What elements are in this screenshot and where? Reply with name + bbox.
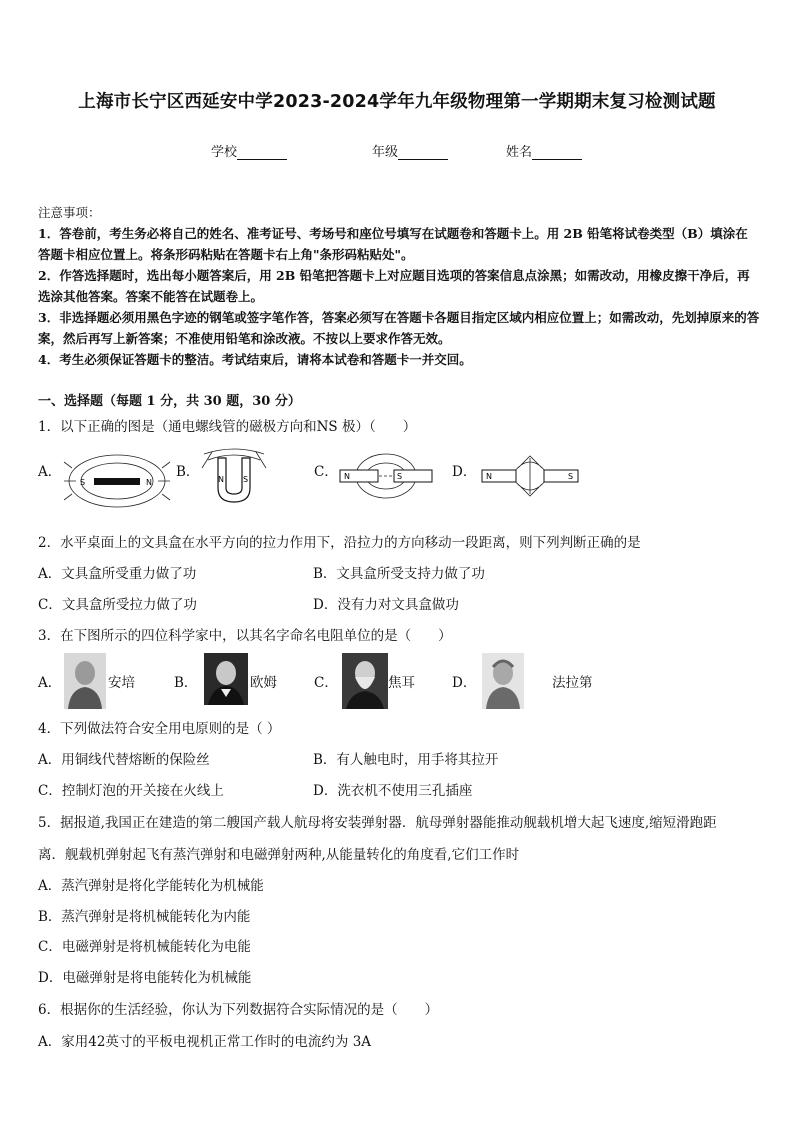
pole-label-n: N — [146, 478, 152, 487]
q5-option-c: C．电磁弹射是将机械能转化为电能 — [38, 939, 251, 955]
school-label: 学校 — [211, 145, 238, 160]
name-field — [506, 141, 582, 160]
q3-name-c: 焦耳 — [388, 675, 415, 691]
grade-label: 年级 — [372, 145, 399, 160]
q3-name-b: 欧姆 — [250, 675, 277, 691]
note-item: 2．作答选择题时，选出每小题答案后，用 2B 铅笔把答题卡上对应题目选项的答案信息点涂黑；如需改动，用橡皮擦干净后，再选涂其他答案。答案不能答在试题卷上。 — [38, 268, 750, 304]
q4-option-b: B．有人触电时，用手将其拉开 — [313, 752, 499, 768]
q3-name-d: 法拉第 — [552, 675, 593, 691]
portrait-image-b — [204, 653, 248, 705]
q2-option-d: D．没有力对文具盒做功 — [313, 597, 459, 613]
pole-label-s: S — [568, 472, 574, 481]
exam-title: 上海市长宁区西延安中学2023-2024学年九年级物理第一学期期末复习检测试题 — [78, 92, 716, 112]
q1-option-d-letter: D． — [452, 464, 477, 480]
q3-options — [38, 653, 758, 711]
q3-option-a-letter: A． — [38, 675, 62, 691]
q1-option-a-letter: A． — [38, 464, 62, 480]
q5-option-a: A．蒸汽弹射是将化学能转化为机械能 — [38, 878, 264, 894]
q4-option-a: A．用铜线代替熔断的保险丝 — [38, 752, 210, 768]
school-blank — [237, 145, 287, 160]
q2-option-a: A．文具盒所受重力做了功 — [38, 566, 197, 582]
q2-option-b: B．文具盒所受支持力做了功 — [313, 566, 485, 582]
q2-option-c: C．文具盒所受拉力做了功 — [38, 597, 197, 613]
q1-bar-magnets-attract-figure-c — [334, 448, 438, 504]
note-item: 1．答卷前，考生务必将自己的姓名、准考证号、考场号和座位号填写在试题卷和答题卡上。用 2B 铅笔将试卷类型（B）填涂在答题卡相应位置上。将条形码粘贴在答题卡右上角"条形码粘贴处"。 — [38, 226, 748, 262]
grade-blank — [398, 145, 448, 160]
q6-stem: 6．根据你的生活经验，你认为下列数据符合实际情况的是（ ） — [38, 1002, 439, 1018]
q4-option-c: C．控制灯泡的开关接在火线上 — [38, 783, 224, 799]
exam-notes — [38, 202, 760, 370]
pole-label-s: S — [80, 478, 86, 487]
q1-option-b-letter: B． — [176, 464, 200, 480]
q3-name-a: 安培 — [108, 675, 135, 691]
q5-stem-line-2: 离．舰载机弹射起飞有蒸汽弹射和电磁弹射两种,从能量转化的角度看,它们工作时 — [38, 847, 520, 863]
pole-label-s: S — [397, 472, 403, 481]
pole-label-n: N — [486, 472, 492, 481]
grade-field — [372, 141, 448, 160]
portrait-image-c — [342, 653, 388, 709]
section-heading: 一、选择题（每题 1 分，共 30 题，30 分） — [38, 394, 301, 409]
q1-bar-magnets-repel-figure-d — [478, 448, 582, 504]
notes-heading: 注意事项： — [38, 205, 101, 220]
q3-option-d-letter: D． — [452, 675, 477, 691]
pole-label-n: N — [344, 472, 350, 481]
q4-option-d: D．洗衣机不使用三孔插座 — [313, 783, 473, 799]
portrait-image-d — [482, 653, 524, 709]
q3-stem: 3．在下图所示的四位科学家中，以其名字命名电阻单位的是（ ） — [38, 628, 452, 644]
q5-stem-line-1: 5．据报道,我国正在建造的第二艘国产载人航母将安装弹射器．航母弹射器能推动舰载机增大起飞速度,缩短滑跑距 — [38, 815, 717, 831]
school-field — [211, 141, 287, 160]
note-item: 3．非选择题必须用黑色字迹的钢笔或签字笔作答，答案必须写在答题卡各题目指定区域内相应位置上；如需改动，先划掉原来的答案，然后再写上新答案；不准使用铅笔和涂改液。不按以上要求作答无效。 — [38, 310, 760, 346]
q4-stem: 4．下列做法符合安全用电原则的是（ ） — [38, 721, 281, 737]
pole-label-s: S — [243, 475, 249, 484]
student-info-row — [0, 141, 794, 161]
portrait-image-a — [64, 653, 106, 709]
q3-option-b-letter: B． — [174, 675, 198, 691]
q1-options — [38, 448, 758, 488]
q1-stem: 1．以下正确的图是（通电螺线管的磁极方向和NS 极）（ ） — [38, 419, 417, 435]
q5-option-d: D．电磁弹射是将电能转化为机械能 — [38, 970, 252, 986]
q6-option-a: A．家用42英寸的平板电视机正常工作时的电流约为 3A — [38, 1034, 372, 1050]
q1-solenoid-figure-a — [62, 448, 172, 514]
q3-option-c-letter: C． — [314, 675, 338, 691]
pole-label-n: N — [218, 475, 224, 484]
note-item: 4．考生必须保证答题卡的整洁。考试结束后，请将本试卷和答题卡一并交回。 — [38, 352, 472, 367]
name-blank — [532, 145, 582, 160]
q5-option-b: B．蒸汽弹射是将机械能转化为内能 — [38, 909, 251, 925]
q1-horseshoe-magnet-figure-b — [198, 448, 270, 508]
q2-stem: 2．水平桌面上的文具盒在水平方向的拉力作用下，沿拉力的方向移动一段距离，则下列判断正确的是 — [38, 535, 641, 551]
name-label: 姓名 — [506, 145, 533, 160]
q1-option-c-letter: C． — [314, 464, 338, 480]
